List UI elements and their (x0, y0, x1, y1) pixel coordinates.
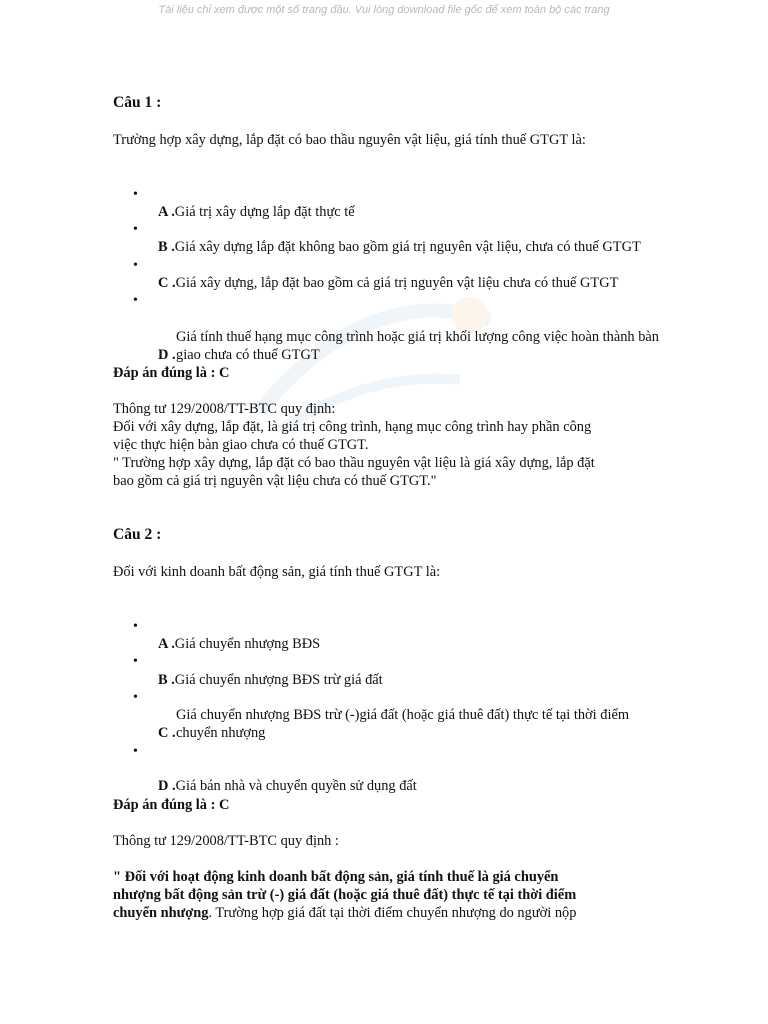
option-text-line-2: giao chưa có thuế GTGT (176, 347, 320, 363)
explanation-bold-span: chuyển nhượng (113, 905, 209, 921)
question-2-text: Đối với kinh doanh bất động sản, giá tính thuế GTGT là: (113, 564, 441, 580)
option-text: Giá chuyển nhượng BĐS (174, 636, 321, 652)
bullet-icon: • (133, 258, 138, 273)
option-label: B . (158, 239, 175, 255)
option-label: C . (158, 725, 176, 741)
bullet-icon: • (133, 744, 138, 759)
option-text: Giá chuyển nhượng BĐS trừ giá đất (174, 672, 383, 688)
q1-option-c (158, 274, 618, 292)
q2-explanation-intro: Thông tư 129/2008/TT-BTC quy định : (113, 833, 339, 849)
q2-option-c (158, 706, 629, 742)
option-label: A . (158, 636, 175, 652)
explanation-regular-span: . Trường hợp giá đất tại thời điểm chuyển nhượng do người nộp (208, 905, 577, 921)
option-label: C . (158, 275, 176, 291)
explanation-line: bao gồm cả giá trị nguyên vật liệu chưa có thuế GTGT." (113, 473, 437, 489)
explanation-line-mixed (113, 904, 576, 922)
option-label: A . (158, 204, 175, 220)
explanation-line: Thông tư 129/2008/TT-BTC quy định: (113, 401, 336, 417)
q2-answer: Đáp án đúng là : C (113, 797, 230, 813)
option-text-line-2: chuyển nhượng (176, 725, 266, 741)
explanation-line: " Trường hợp xây dựng, lắp đặt có bao thầu nguyên vật liệu là giá xây dựng, lắp đặt (113, 455, 595, 471)
question-1-text: Trường hợp xây dựng, lắp đặt có bao thầu nguyên vật liệu, giá tính thuế GTGT là: (113, 132, 586, 148)
q1-option-d (158, 328, 659, 364)
explanation-line: việc thực hiện bàn giao chưa có thuế GTGT. (113, 437, 369, 453)
question-1-title: Câu 1 : (113, 94, 162, 111)
option-text: Giá trị xây dựng lắp đặt thực tế (174, 204, 355, 220)
option-label: D . (158, 347, 176, 363)
q1-explanation (113, 400, 595, 490)
explanation-line-bold: " Đối với hoạt động kinh doanh bất động sản, giá tính thuế là giá chuyển (113, 869, 559, 885)
bullet-icon: • (133, 654, 138, 669)
bullet-icon: • (133, 690, 138, 705)
explanation-line-bold: nhượng bất động sản trừ (-) giá đất (hoặc giá thuê đất) thực tế tại thời điểm (113, 887, 577, 903)
explanation-line: Đối với xây dựng, lắp đặt, là giá trị công trình, hạng mục công trình hay phần công (113, 419, 592, 435)
option-text-line-1: Giá chuyển nhượng BĐS trừ (-)giá đất (hoặc giá thuê đất) thực tế tại thời điểm (176, 707, 630, 723)
q2-option-a (158, 635, 320, 653)
q1-answer: Đáp án đúng là : C (113, 365, 230, 381)
q2-option-b (158, 671, 383, 689)
option-text: Giá bán nhà và chuyển quyền sử dụng đất (175, 778, 417, 794)
bullet-icon: • (133, 293, 138, 308)
option-text: Giá xây dựng lắp đặt không bao gồm giá trị nguyên vật liệu, chưa có thuế GTGT (174, 239, 641, 255)
q1-option-a (158, 203, 355, 221)
q2-option-d (158, 777, 417, 795)
preview-banner: Tài liệu chỉ xem được một số trang đầu. Vui lòng download file gốc để xem toàn bộ các trang (158, 4, 610, 16)
option-text: Giá xây dựng, lắp đặt bao gồm cả giá trị nguyên vật liệu chưa có thuế GTGT (175, 275, 619, 291)
q2-explanation-quote (113, 868, 576, 922)
bullet-icon: • (133, 619, 138, 634)
question-2-title: Câu 2 : (113, 526, 162, 543)
bullet-icon: • (133, 187, 138, 202)
option-text-line-1: Giá tính thuế hạng mục công trình hoặc giá trị khối lượng công việc hoàn thành bàn (176, 329, 659, 345)
option-label: D . (158, 778, 176, 794)
option-label: B . (158, 672, 175, 688)
bullet-icon: • (133, 222, 138, 237)
q1-option-b (158, 238, 641, 256)
